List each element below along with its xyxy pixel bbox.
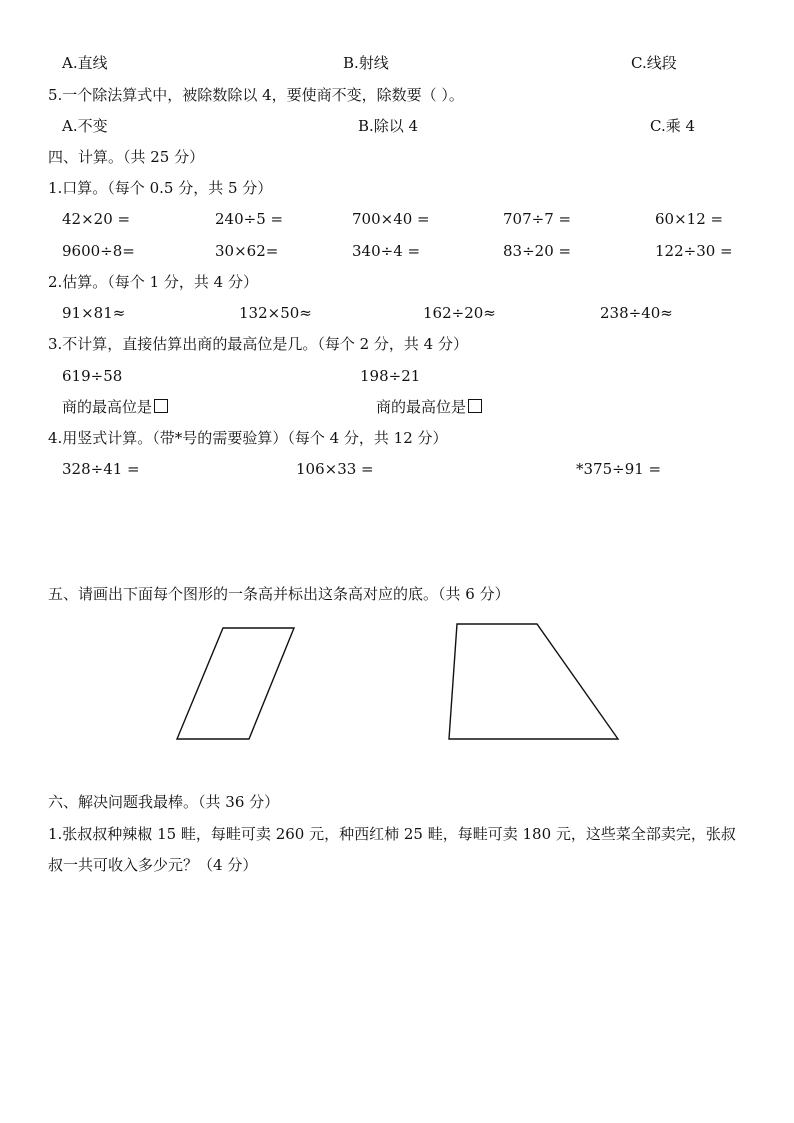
oral-item: 83÷20 = — [503, 242, 572, 260]
oral-item: 122÷30 = — [655, 242, 733, 260]
estimate-item: 162÷20≈ — [423, 304, 496, 322]
answer-label: 商的最高位是 — [376, 398, 467, 416]
q5-option-a: A.不变 — [62, 117, 108, 135]
highest-digit-item: 619÷58 — [62, 367, 123, 385]
problem-1-line2: 叔一共可收入多少元？（4 分） — [48, 856, 258, 874]
vertical-calc-item: 106×33 = — [296, 460, 374, 478]
problem-1-line1: 1.张叔叔种辣椒 15 畦，每畦可卖 260 元，种西红柿 25 畦，每畦可卖 180 元，这些菜全部卖完，张叔 — [48, 825, 736, 843]
estimate-title: 2.估算。（每个 1 分，共 4 分） — [48, 273, 258, 291]
answer-label: 商的最高位是 — [62, 398, 153, 416]
q5-option-c: C.乘 4 — [650, 117, 696, 135]
q5-option-b: B.除以 4 — [358, 117, 419, 135]
oral-item: 42×20 = — [62, 210, 131, 228]
oral-item: 30×62= — [215, 242, 279, 260]
oral-item: 340÷4 = — [352, 242, 421, 260]
option-b: B.射线 — [343, 54, 389, 72]
option-c: C.线段 — [631, 54, 677, 72]
vertical-calc-item: *375÷91 = — [576, 460, 662, 478]
section-5-title: 五、请画出下面每个图形的一条高并标出这条高对应的底。（共 6 分） — [48, 585, 510, 603]
section-4-title: 四、计算。（共 25 分） — [48, 148, 205, 166]
estimate-item: 91×81≈ — [62, 304, 126, 322]
oral-item: 9600÷8= — [62, 242, 135, 260]
oral-item: 707÷7 = — [503, 210, 572, 228]
highest-digit-title: 3.不计算，直接估算出商的最高位是几。（每个 2 分，共 4 分） — [48, 335, 468, 353]
estimate-item: 238÷40≈ — [600, 304, 673, 322]
question-5: 5.一个除法算式中，被除数除以 4，要使商不变，除数要（ ）。 — [48, 86, 464, 104]
oral-item: 60×12 = — [655, 210, 724, 228]
oral-calc-title: 1.口算。（每个 0.5 分，共 5 分） — [48, 179, 273, 197]
section-6-title: 六、解决问题我最棒。（共 36 分） — [48, 793, 280, 811]
highest-digit-item: 198÷21 — [360, 367, 421, 385]
oral-item: 700×40 = — [352, 210, 430, 228]
oral-item: 240÷5 = — [215, 210, 284, 228]
vertical-calc-item: 328÷41 = — [62, 460, 140, 478]
vertical-calc-title: 4.用竖式计算。（带*号的需要验算）（每个 4 分，共 12 分） — [48, 429, 448, 447]
option-a: A.直线 — [62, 54, 108, 72]
parallelogram-figure — [177, 628, 294, 739]
trapezoid-figure — [449, 624, 618, 739]
estimate-item: 132×50≈ — [239, 304, 312, 322]
